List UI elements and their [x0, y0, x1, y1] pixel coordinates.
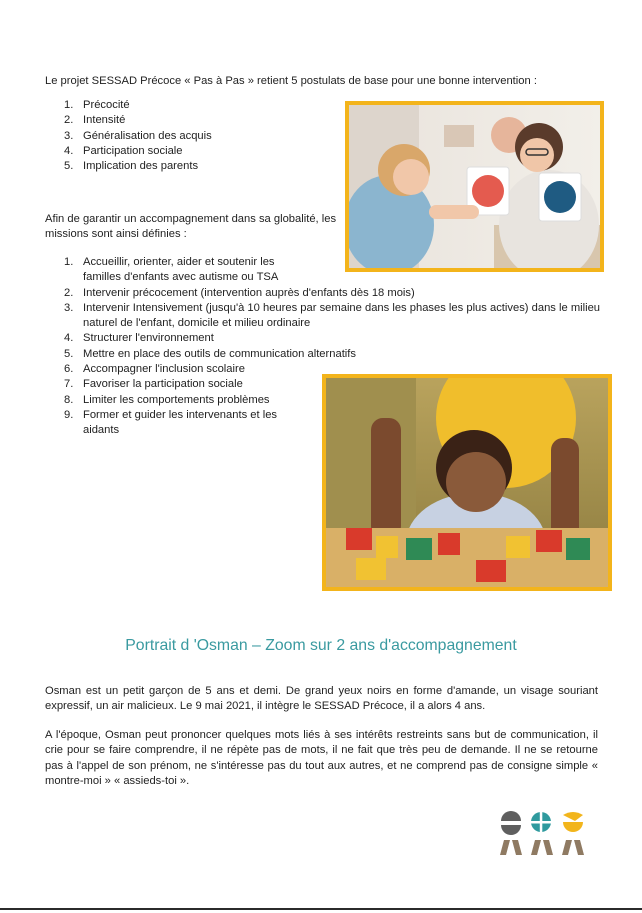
paragraph: Osman est un petit garçon de 5 ans et demi. De grand yeux noirs en forme d'amande, un visage souriant expressif, un air malicieux. Le 9 mai 2021, il intègre le SESSAD Précoce, il a alors 4 ans. [45, 685, 598, 713]
list-item: 1. Précocité [64, 99, 130, 111]
paragraph: A l'époque, Osman peut prononcer quelques mots liés à ses intérêts restreints sans but de communication, il crie pour se faire comprendre, il ne répète pas de mots, il ne fait que très peu de demande. Il ne se retourne pas à l'appel de son prénom, ne s'intéresse pas du tout aux autres, et ne comprend pas de consigne simple « montre-moi » « assieds-toi ». [45, 729, 598, 787]
list-item: 3. Intervenir Intensivement (jusqu'à 10 heures par semaine dans les phases les plus actives) dans le milieu naturel de l'enfant, domicile et milieu ordinaire [64, 301, 601, 330]
intro-text: Le projet SESSAD Précoce « Pas à Pas » retient 5 postulats de base pour une bonne intervention : [45, 75, 537, 87]
list-item: 8. Limiter les comportements problèmes [64, 393, 270, 406]
list-item: 7. Favoriser la participation sociale [64, 378, 243, 391]
logo-figure-grey-icon [500, 811, 522, 855]
list-item: 1. Accueillir, orienter, aider et soutenir les familles d'enfants avec autisme ou TSA [64, 256, 279, 284]
list-item: 9. Former et guider les intervenants et les aidants [64, 408, 278, 437]
list-item: 4. Structurer l'environnement [64, 332, 214, 345]
list-item: 2. Intervenir précocement (intervention auprès d'enfants dès 18 mois) [64, 286, 415, 299]
list-item: 3. Généralisation des acquis [64, 129, 212, 142]
footer-divider [0, 908, 642, 910]
list-item: 2. Intensité [64, 114, 126, 127]
list-item: 5. Mettre en place des outils de communication alternatifs [64, 347, 356, 360]
section-title: Portrait d 'Osman – Zoom sur 2 ans d'accompagnement [125, 637, 517, 654]
logo-figure-teal-icon [530, 811, 553, 855]
photo-child-playing-blocks [322, 374, 612, 591]
list-item: 6. Accompagner l'inclusion scolaire [64, 363, 245, 376]
list-item: 5. Implication des parents [64, 160, 199, 173]
list-item: 4. Participation sociale [64, 144, 183, 157]
photo-child-with-therapist [345, 101, 604, 272]
postulats-list [45, 98, 345, 174]
missions-intro-text: Afin de garantir un accompagnement dans sa globalité, les missions sont ainsi définies : [45, 213, 337, 241]
logo-figure-yellow-icon [562, 812, 584, 855]
organization-logo [497, 810, 589, 860]
